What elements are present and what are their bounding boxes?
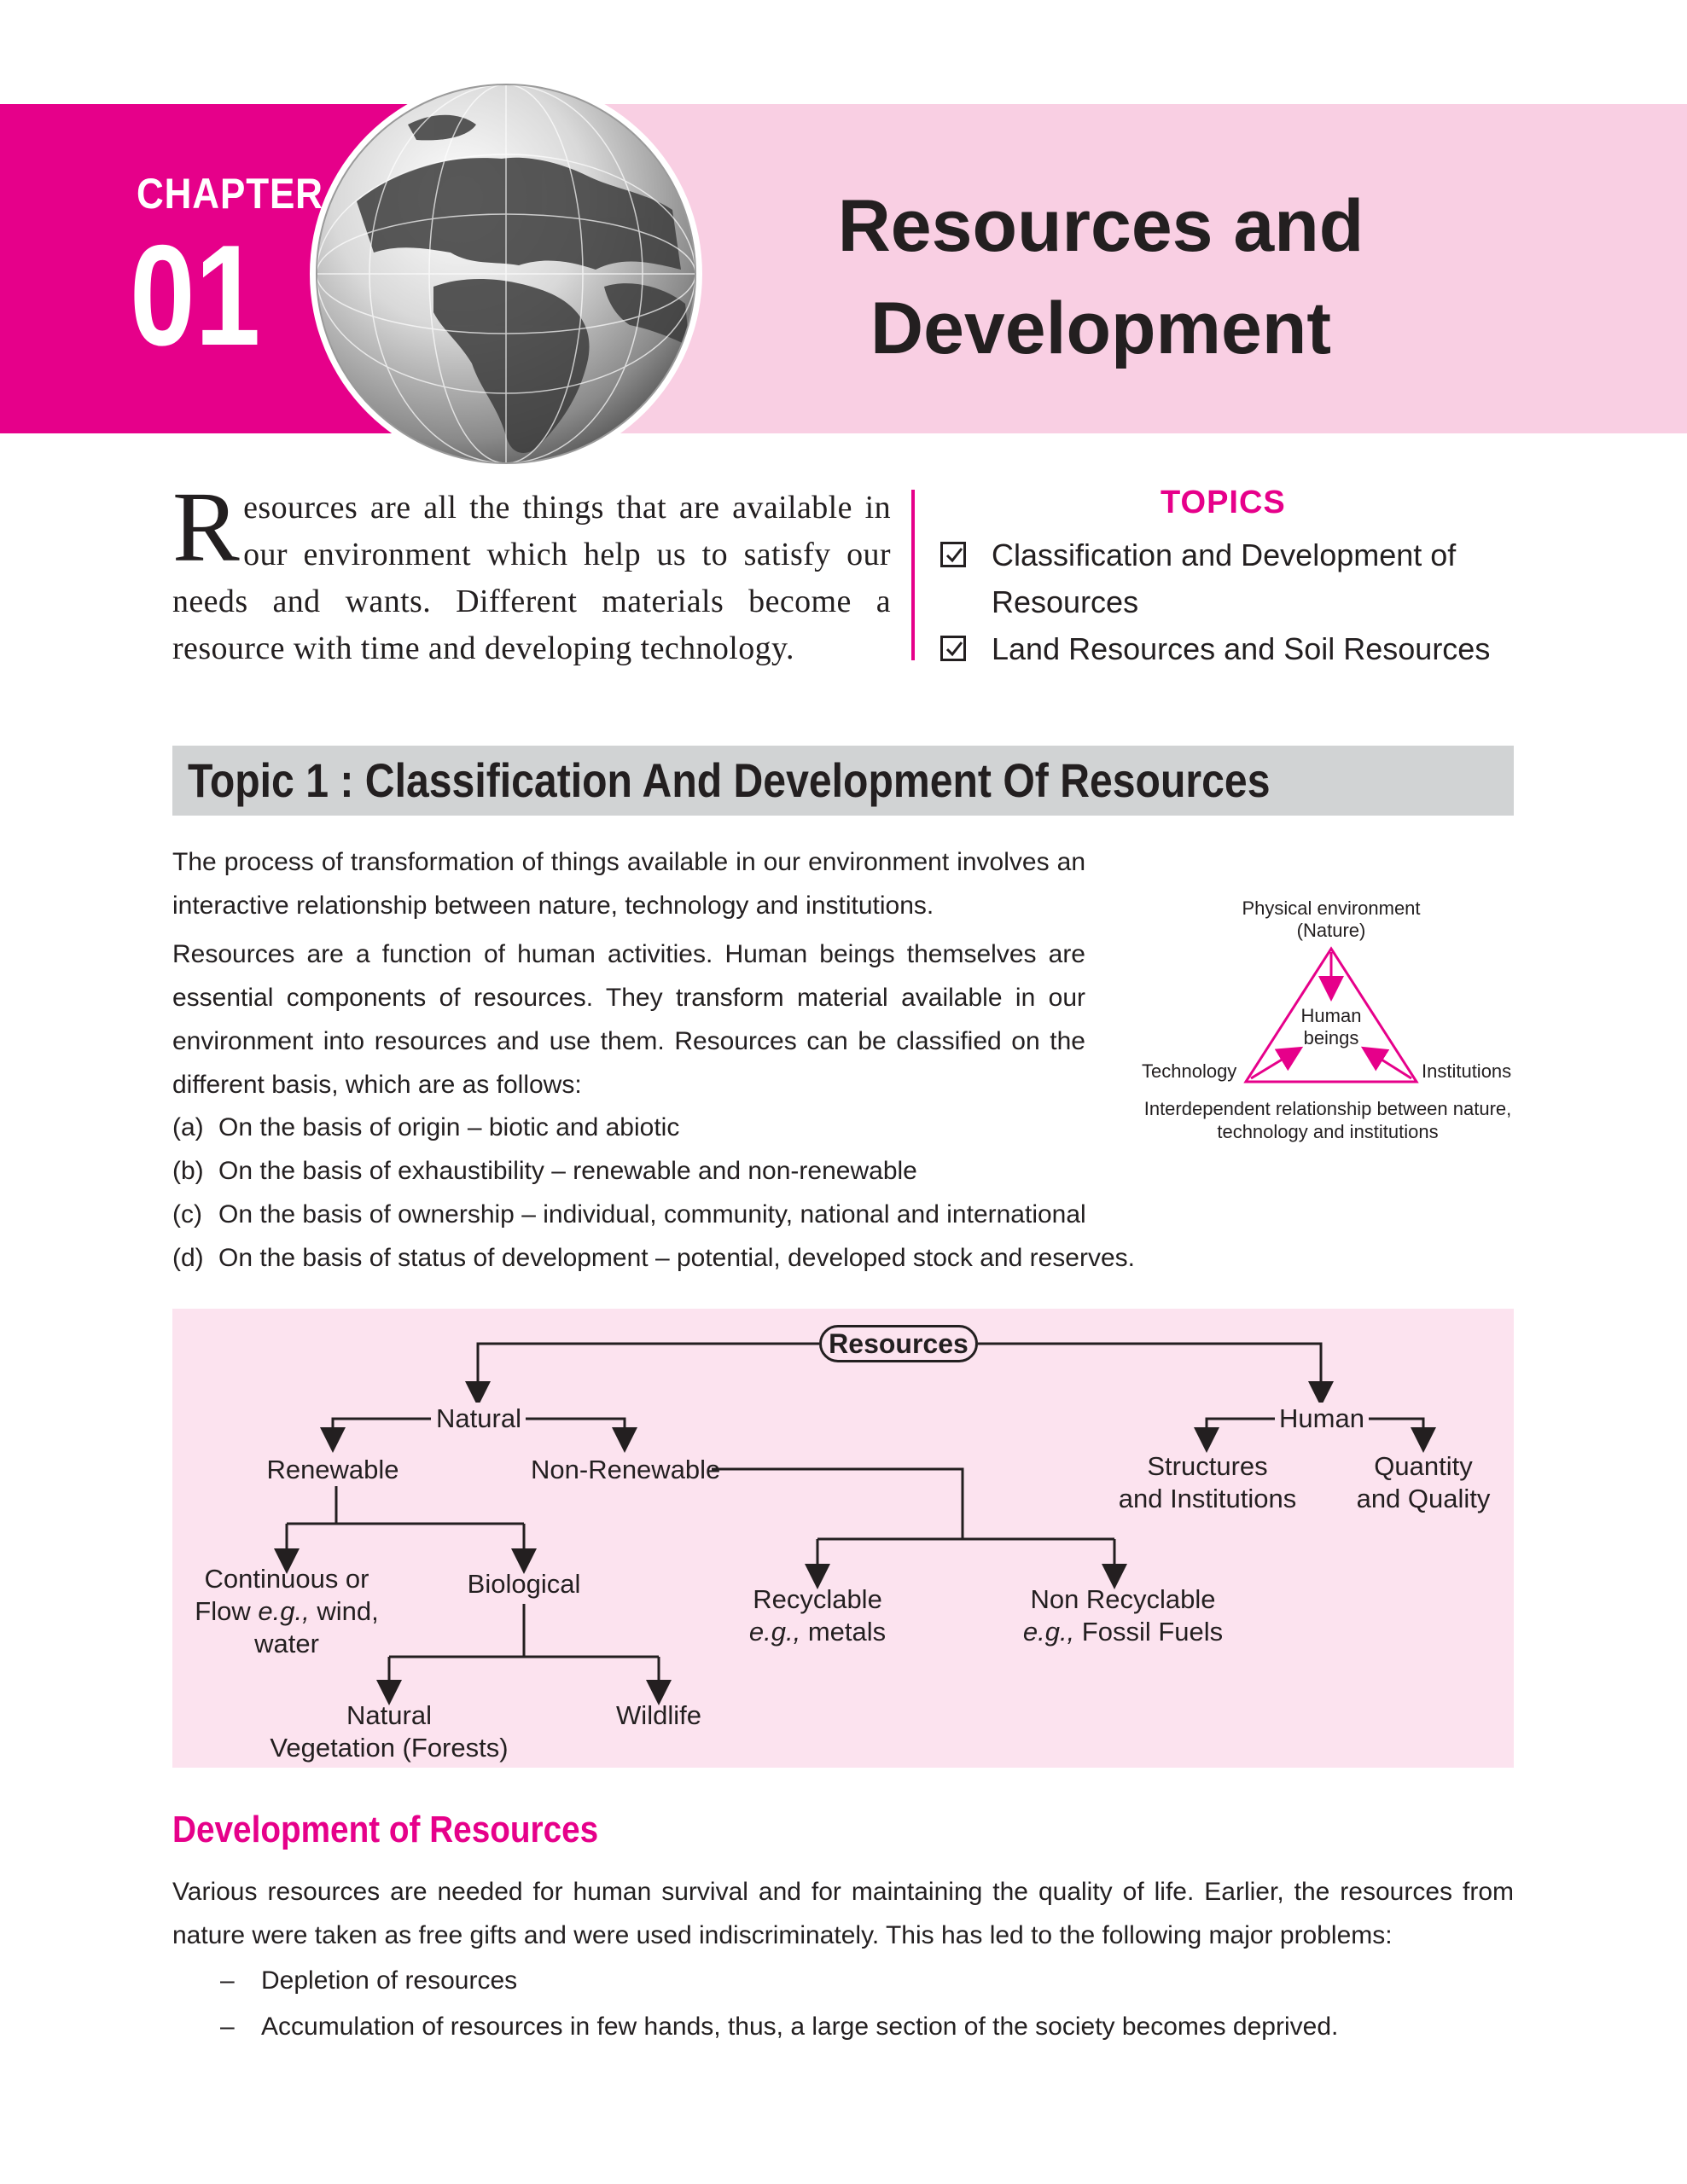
dash-marker: – [220, 1966, 235, 1995]
list-marker: (c) [172, 1200, 202, 1228]
tree-node-non-recyclable-title: Non Recyclable [1030, 1584, 1216, 1614]
continuous-wind-text: wind, [309, 1596, 379, 1626]
tree-node-quantity-line1: Quantity [1374, 1451, 1473, 1481]
tree-node-human: Human [1275, 1403, 1369, 1435]
tree-node-quantity-line2: and Quality [1356, 1484, 1491, 1513]
tree-node-continuous-line2 [193, 1595, 381, 1628]
list-marker: (b) [172, 1157, 204, 1185]
recyclable-example-text: metals [800, 1617, 887, 1647]
tree-node-quantity [1347, 1450, 1500, 1515]
drop-cap: R [172, 471, 241, 583]
non-recyclable-eg: e.g., [1022, 1617, 1075, 1647]
topics-item-label: Classification and Development of Resources [992, 537, 1457, 619]
intro-text: esources are all the things that are available in our environment which help us to satisfy our needs and wants. Different materials become a resource with time and developing technology. [172, 490, 891, 666]
list-marker: (a) [172, 1113, 204, 1141]
non-recyclable-example-text: Fossil Fuels [1074, 1617, 1224, 1647]
tree-node-recyclable [732, 1583, 903, 1648]
triangle-right-label: Institutions [1422, 1060, 1512, 1082]
tree-node-non-renewable: Non-Renewable [531, 1455, 721, 1484]
tree-node-structures-line2: and Institutions [1118, 1484, 1297, 1513]
paragraph: The process of transformation of things available in our environment involves an interactive relationship between nature, technology and institutions. [172, 848, 1085, 920]
chapter-number: 01 [130, 215, 261, 375]
tree-node-continuous [193, 1563, 381, 1660]
bullet-item [220, 2005, 1338, 2048]
dash-marker: – [220, 2013, 235, 2041]
chapter-title-line2: Development [870, 288, 1332, 369]
tree-node-continuous-line1: Continuous or [204, 1564, 369, 1594]
tree-node-resources: Resources [819, 1325, 978, 1362]
section-heading: Development of Resources [172, 1809, 599, 1850]
tree-node-vegetation-line2: Vegetation (Forests) [270, 1733, 509, 1763]
list-text: On the basis of exhaustibility – renewable and non-renewable [218, 1157, 917, 1185]
triangle-caption-line2: technology and institutions [1217, 1121, 1439, 1142]
triangle-caption-line1: Interdependent relationship between nature, [1143, 1098, 1512, 1119]
tree-node-non-recyclable-example [1012, 1616, 1234, 1648]
list-marker: (d) [172, 1244, 204, 1272]
chapter-label: CHAPTER [137, 170, 323, 218]
tree-node-natural: Natural [432, 1403, 526, 1435]
chapter-title-line1: Resources and [837, 185, 1364, 267]
topic-heading: Topic 1 : Classification And Development Of Resources [188, 753, 1271, 807]
continuous-eg: e.g., [258, 1596, 310, 1626]
continuous-flow-text: Flow [195, 1596, 259, 1626]
bullet-text: Depletion of resources [261, 1966, 518, 1995]
tree-node-structures [1113, 1450, 1302, 1515]
list-text: On the basis of origin – biotic and abiotic [218, 1113, 680, 1141]
bullet-item [220, 1959, 517, 2002]
tree-node-recyclable-example [732, 1616, 903, 1648]
tree-node-wildlife: Wildlife [616, 1700, 701, 1730]
triangle-center-line1: Human [1300, 1005, 1362, 1026]
list-text: On the basis of status of development – potential, developed stock and reserves. [218, 1244, 1135, 1272]
tree-node-vegetation-line1: Natural [346, 1700, 432, 1730]
list-text: On the basis of ownership – individual, community, national and international [218, 1200, 1086, 1228]
tree-node-renewable: Renewable [266, 1455, 399, 1484]
recyclable-eg: e.g., [748, 1617, 801, 1647]
triangle-left-label: Technology [1142, 1060, 1237, 1082]
paragraph: Resources are a function of human activities. Human beings themselves are essential components of resources. They transform material available in our environment into resources and use them. Resources can be classified on the different basis, which are as follows: [172, 940, 1085, 1099]
topics-item-label: Land Resources and Soil Resources [992, 631, 1491, 666]
tree-node-non-recyclable [1012, 1583, 1234, 1648]
tree-node-structures-line1: Structures [1147, 1451, 1268, 1481]
triangle-top-label-line2: (Nature) [1296, 920, 1366, 941]
tree-node-continuous-line3: water [254, 1629, 319, 1658]
topics-heading: TOPICS [1161, 485, 1286, 520]
triangle-center-line2: beings [1303, 1027, 1359, 1048]
paragraph: Various resources are needed for human survival and for maintaining the quality of life. Earlier, the resources from nature were taken as free gifts and were used indiscriminately. This has led to the following major problems: [172, 1878, 1514, 1949]
triangle-top-label-line1: Physical environment [1242, 897, 1421, 919]
bullet-text: Accumulation of resources in few hands, thus, a large section of the society becomes deprived. [261, 2013, 1339, 2041]
tree-node-biological: Biological [467, 1569, 581, 1599]
tree-node-vegetation [270, 1699, 509, 1764]
tree-node-recyclable-title: Recyclable [753, 1584, 882, 1614]
